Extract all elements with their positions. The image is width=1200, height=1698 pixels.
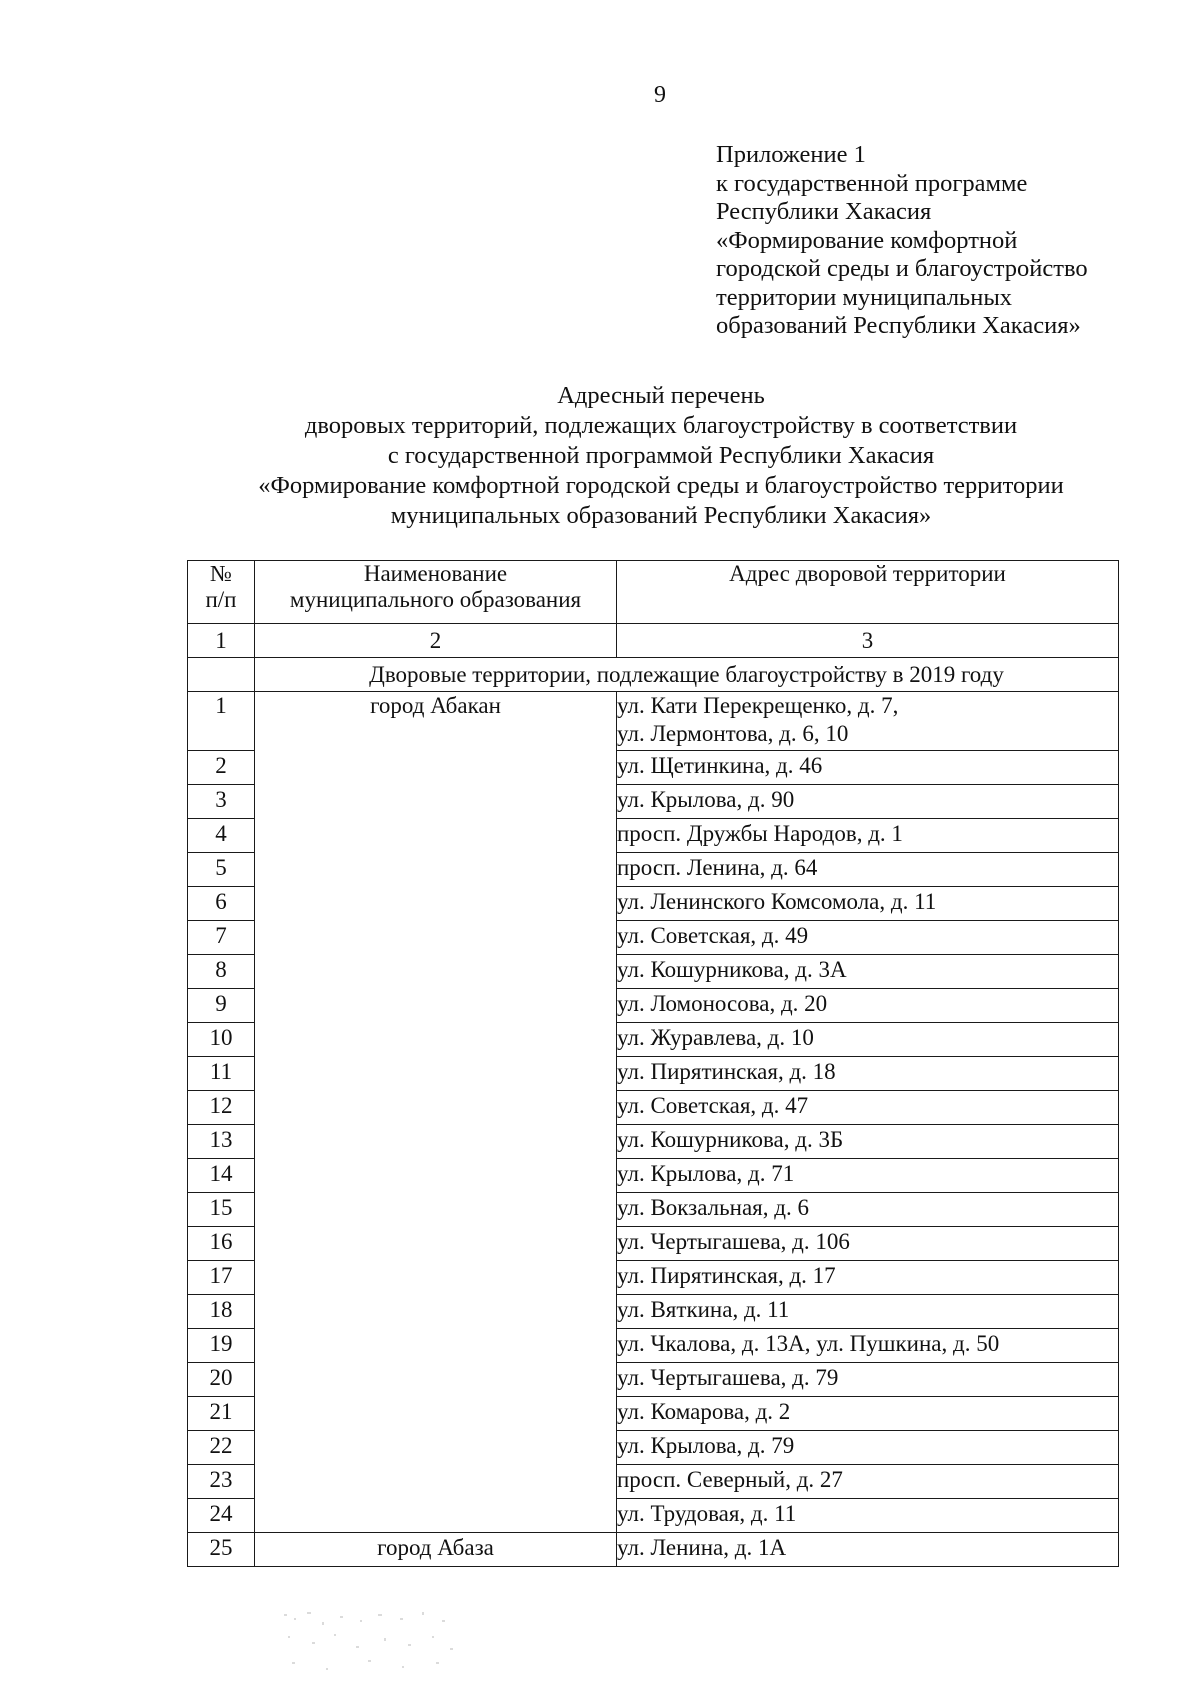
row-address: ул. Чкалова, д. 13А, ул. Пушкина, д. 50 [617,1329,1119,1363]
title-line: с государственной программой Республики Хакасия [387,442,935,469]
appendix-line: Приложение 1 [716,141,866,168]
column-number: 2 [255,624,617,658]
municipality-cell: город Абаза [255,1533,617,1567]
row-address: ул. Советская, д. 47 [617,1091,1119,1125]
row-address: ул. Крылова, д. 79 [617,1431,1119,1465]
row-address: ул. Комарова, д. 2 [617,1397,1119,1431]
row-address: ул. Щетинкина, д. 46 [617,751,1119,785]
row-number: 7 [188,921,255,955]
header-num-line: п/п [205,587,237,612]
row-address: ул. Журавлева, д. 10 [617,1023,1119,1057]
row-address: просп. Дружбы Народов, д. 1 [617,819,1119,853]
section-empty-cell [188,658,255,692]
faint-stamp-mark [282,1608,457,1678]
row-number: 21 [188,1397,255,1431]
address-table-body [188,561,1119,1567]
row-address: ул. Ломоносова, д. 20 [617,989,1119,1023]
title-line: дворовых территорий, подлежащих благоустройству в соответствии [304,412,1018,439]
row-number: 15 [188,1193,255,1227]
row-number: 22 [188,1431,255,1465]
header-municipality-line: Наименование [363,561,508,586]
address-table [187,560,1119,1567]
title-line: Адресный перечень [557,382,765,409]
appendix-note [716,141,1088,341]
section-row [188,658,1119,692]
row-number: 16 [188,1227,255,1261]
table-header-row [188,561,1119,624]
row-number: 14 [188,1159,255,1193]
header-municipality-line: муниципального образования [289,587,582,612]
row-number: 18 [188,1295,255,1329]
table-row [188,1533,1119,1567]
row-address: ул. Ленинского Комсомола, д. 11 [617,887,1119,921]
row-number: 4 [188,819,255,853]
page-number: 9 [654,82,666,108]
row-number: 17 [188,1261,255,1295]
appendix-line: образований Республики Хакасия» [716,312,1081,339]
appendix-line: территории муниципальных [716,283,1013,311]
row-number: 10 [188,1023,255,1057]
row-number: 1 [188,692,255,751]
row-address: ул. Вокзальная, д. 6 [617,1193,1119,1227]
row-address: ул. Кошурникова, д. 3А [617,955,1119,989]
row-address: ул. Чертыгашева, д. 106 [617,1227,1119,1261]
row-address: ул. Чертыгашева, д. 79 [617,1363,1119,1397]
header-num-line: № [210,561,232,586]
row-address: просп. Ленина, д. 64 [617,853,1119,887]
appendix-line: «Формирование комфортной [716,226,1018,254]
row-number: 5 [188,853,255,887]
header-municipality [255,561,617,624]
appendix-line: к государственной программе [716,169,1028,197]
row-number: 9 [188,989,255,1023]
section-title: Дворовые территории, подлежащие благоустройству в 2019 году [255,658,1119,692]
address-line: ул. Лермонтова, д. 6, 10 [617,721,849,746]
row-number: 23 [188,1465,255,1499]
row-number: 20 [188,1363,255,1397]
row-number: 12 [188,1091,255,1125]
row-address: ул. Пирятинская, д. 17 [617,1261,1119,1295]
header-address: Адрес дворовой территории [617,561,1119,624]
appendix-line: городской среды и благоустройство [716,255,1088,282]
address-line: ул. Кати Перекрещенко, д. 7, [617,693,899,718]
row-number: 8 [188,955,255,989]
row-address [617,692,1119,751]
row-number: 2 [188,751,255,785]
column-number-row [188,624,1119,658]
title-line: «Формирование комфортной городской среды и благоустройство территории [258,472,1064,499]
row-number: 3 [188,785,255,819]
municipality-cell: город Абакан [255,692,617,1533]
row-address: ул. Крылова, д. 71 [617,1159,1119,1193]
title-line: муниципальных образований Республики Хакасия» [390,502,932,529]
row-address: ул. Трудовая, д. 11 [617,1499,1119,1533]
appendix-line: Республики Хакасия [716,198,932,225]
row-number: 24 [188,1499,255,1533]
header-num [188,561,255,624]
row-number: 13 [188,1125,255,1159]
row-address: ул. Крылова, д. 90 [617,785,1119,819]
row-address: ул. Вяткина, д. 11 [617,1295,1119,1329]
column-number: 3 [617,624,1119,658]
row-number: 11 [188,1057,255,1091]
row-address: ул. Кошурникова, д. 3Б [617,1125,1119,1159]
row-address: ул. Советская, д. 49 [617,921,1119,955]
column-number: 1 [188,624,255,658]
row-address: просп. Северный, д. 27 [617,1465,1119,1499]
row-number: 6 [188,887,255,921]
document-title [186,381,1136,531]
row-number: 19 [188,1329,255,1363]
row-number: 25 [188,1533,255,1567]
table-row [188,692,1119,751]
row-address: ул. Ленина, д. 1А [617,1533,1119,1567]
row-address: ул. Пирятинская, д. 18 [617,1057,1119,1091]
